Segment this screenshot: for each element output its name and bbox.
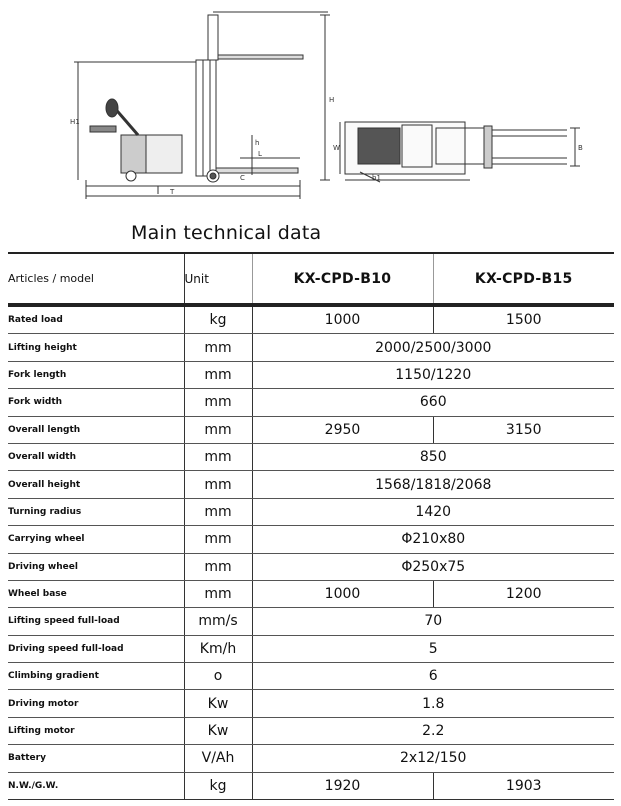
mast bbox=[196, 60, 216, 176]
header-model-b15: KX-CPD-B15 bbox=[433, 253, 614, 305]
row-value-shared: 660 bbox=[252, 389, 614, 416]
table-row bbox=[8, 717, 614, 744]
row-value-shared: Φ210x80 bbox=[252, 526, 614, 553]
label-B: B bbox=[578, 144, 583, 152]
row-label: Overall width bbox=[8, 443, 184, 470]
row-label: Battery bbox=[8, 745, 184, 772]
row-label: Turning radius bbox=[8, 498, 184, 525]
table-row bbox=[8, 635, 614, 662]
header-articles: Articles / model bbox=[8, 253, 184, 305]
stacker-technical-drawing bbox=[0, 0, 621, 215]
table-row bbox=[8, 305, 614, 334]
table-row bbox=[8, 663, 614, 690]
table-row bbox=[8, 745, 614, 772]
table-row bbox=[8, 526, 614, 553]
row-label: Lifting height bbox=[8, 334, 184, 361]
row-label: Overall length bbox=[8, 416, 184, 443]
row-label: Lifting speed full-load bbox=[8, 608, 184, 635]
row-value-shared: 6 bbox=[252, 663, 614, 690]
table-row bbox=[8, 471, 614, 498]
label-L: L bbox=[258, 150, 262, 158]
row-label: Fork width bbox=[8, 389, 184, 416]
row-value-shared: 1150/1220 bbox=[252, 361, 614, 388]
row-unit: mm bbox=[184, 443, 252, 470]
table-row bbox=[8, 443, 614, 470]
row-value-b10: 1920 bbox=[252, 772, 433, 799]
row-value-shared: 5 bbox=[252, 635, 614, 662]
header-model-b10: KX-CPD-B10 bbox=[252, 253, 433, 305]
row-label: Lifting motor bbox=[8, 717, 184, 744]
label-b1: b1 bbox=[372, 174, 381, 182]
row-unit: mm bbox=[184, 553, 252, 580]
table-row bbox=[8, 334, 614, 361]
row-label: Driving wheel bbox=[8, 553, 184, 580]
row-value-shared: 1.8 bbox=[252, 690, 614, 717]
label-C: C bbox=[240, 174, 245, 182]
row-value-shared: 2000/2500/3000 bbox=[252, 334, 614, 361]
header-unit: Unit bbox=[184, 253, 252, 305]
row-value-b15: 1903 bbox=[433, 772, 614, 799]
row-unit: mm/s bbox=[184, 608, 252, 635]
row-unit: V/Ah bbox=[184, 745, 252, 772]
table-row bbox=[8, 608, 614, 635]
row-unit: mm bbox=[184, 416, 252, 443]
row-value-shared: Φ250x75 bbox=[252, 553, 614, 580]
row-value-shared: 2.2 bbox=[252, 717, 614, 744]
row-unit: Kw bbox=[184, 690, 252, 717]
technical-data-table bbox=[8, 252, 614, 800]
table-row bbox=[8, 361, 614, 388]
row-value-b15: 1200 bbox=[433, 580, 614, 607]
label-H1: H1 bbox=[70, 118, 80, 126]
row-unit: Kw bbox=[184, 717, 252, 744]
row-value-b15: 3150 bbox=[433, 416, 614, 443]
row-unit: mm bbox=[184, 526, 252, 553]
row-label: Overall height bbox=[8, 471, 184, 498]
row-unit: mm bbox=[184, 580, 252, 607]
row-label: Fork length bbox=[8, 361, 184, 388]
row-unit: mm bbox=[184, 471, 252, 498]
row-unit: o bbox=[184, 663, 252, 690]
table-row bbox=[8, 580, 614, 607]
label-h: h bbox=[255, 139, 260, 147]
row-unit: kg bbox=[184, 772, 252, 799]
row-value-shared: 1568/1818/2068 bbox=[252, 471, 614, 498]
row-value-b10: 2950 bbox=[252, 416, 433, 443]
row-label: Climbing gradient bbox=[8, 663, 184, 690]
row-label: Driving speed full-load bbox=[8, 635, 184, 662]
row-value-b10: 1000 bbox=[252, 305, 433, 334]
row-value-shared: 70 bbox=[252, 608, 614, 635]
label-H: H bbox=[329, 96, 335, 104]
table-row bbox=[8, 690, 614, 717]
table-row bbox=[8, 389, 614, 416]
row-label: Wheel base bbox=[8, 580, 184, 607]
row-unit: Km/h bbox=[184, 635, 252, 662]
page-title: Main technical data bbox=[131, 222, 322, 244]
row-unit: mm bbox=[184, 334, 252, 361]
row-unit: mm bbox=[184, 361, 252, 388]
table-row bbox=[8, 772, 614, 799]
row-value-b15: 1500 bbox=[433, 305, 614, 334]
table-row bbox=[8, 498, 614, 525]
table-row bbox=[8, 416, 614, 443]
row-value-shared: 2x12/150 bbox=[252, 745, 614, 772]
table-row bbox=[8, 553, 614, 580]
row-value-shared: 850 bbox=[252, 443, 614, 470]
row-label: Carrying wheel bbox=[8, 526, 184, 553]
row-unit: mm bbox=[184, 498, 252, 525]
row-unit: kg bbox=[184, 305, 252, 334]
label-W: W bbox=[333, 144, 340, 152]
row-unit: mm bbox=[184, 389, 252, 416]
row-value-b10: 1000 bbox=[252, 580, 433, 607]
table-header-row bbox=[8, 253, 614, 305]
label-T: T bbox=[170, 188, 175, 196]
row-label: Rated load bbox=[8, 305, 184, 334]
row-label: Driving motor bbox=[8, 690, 184, 717]
row-label: N.W./G.W. bbox=[8, 772, 184, 799]
row-value-shared: 1420 bbox=[252, 498, 614, 525]
